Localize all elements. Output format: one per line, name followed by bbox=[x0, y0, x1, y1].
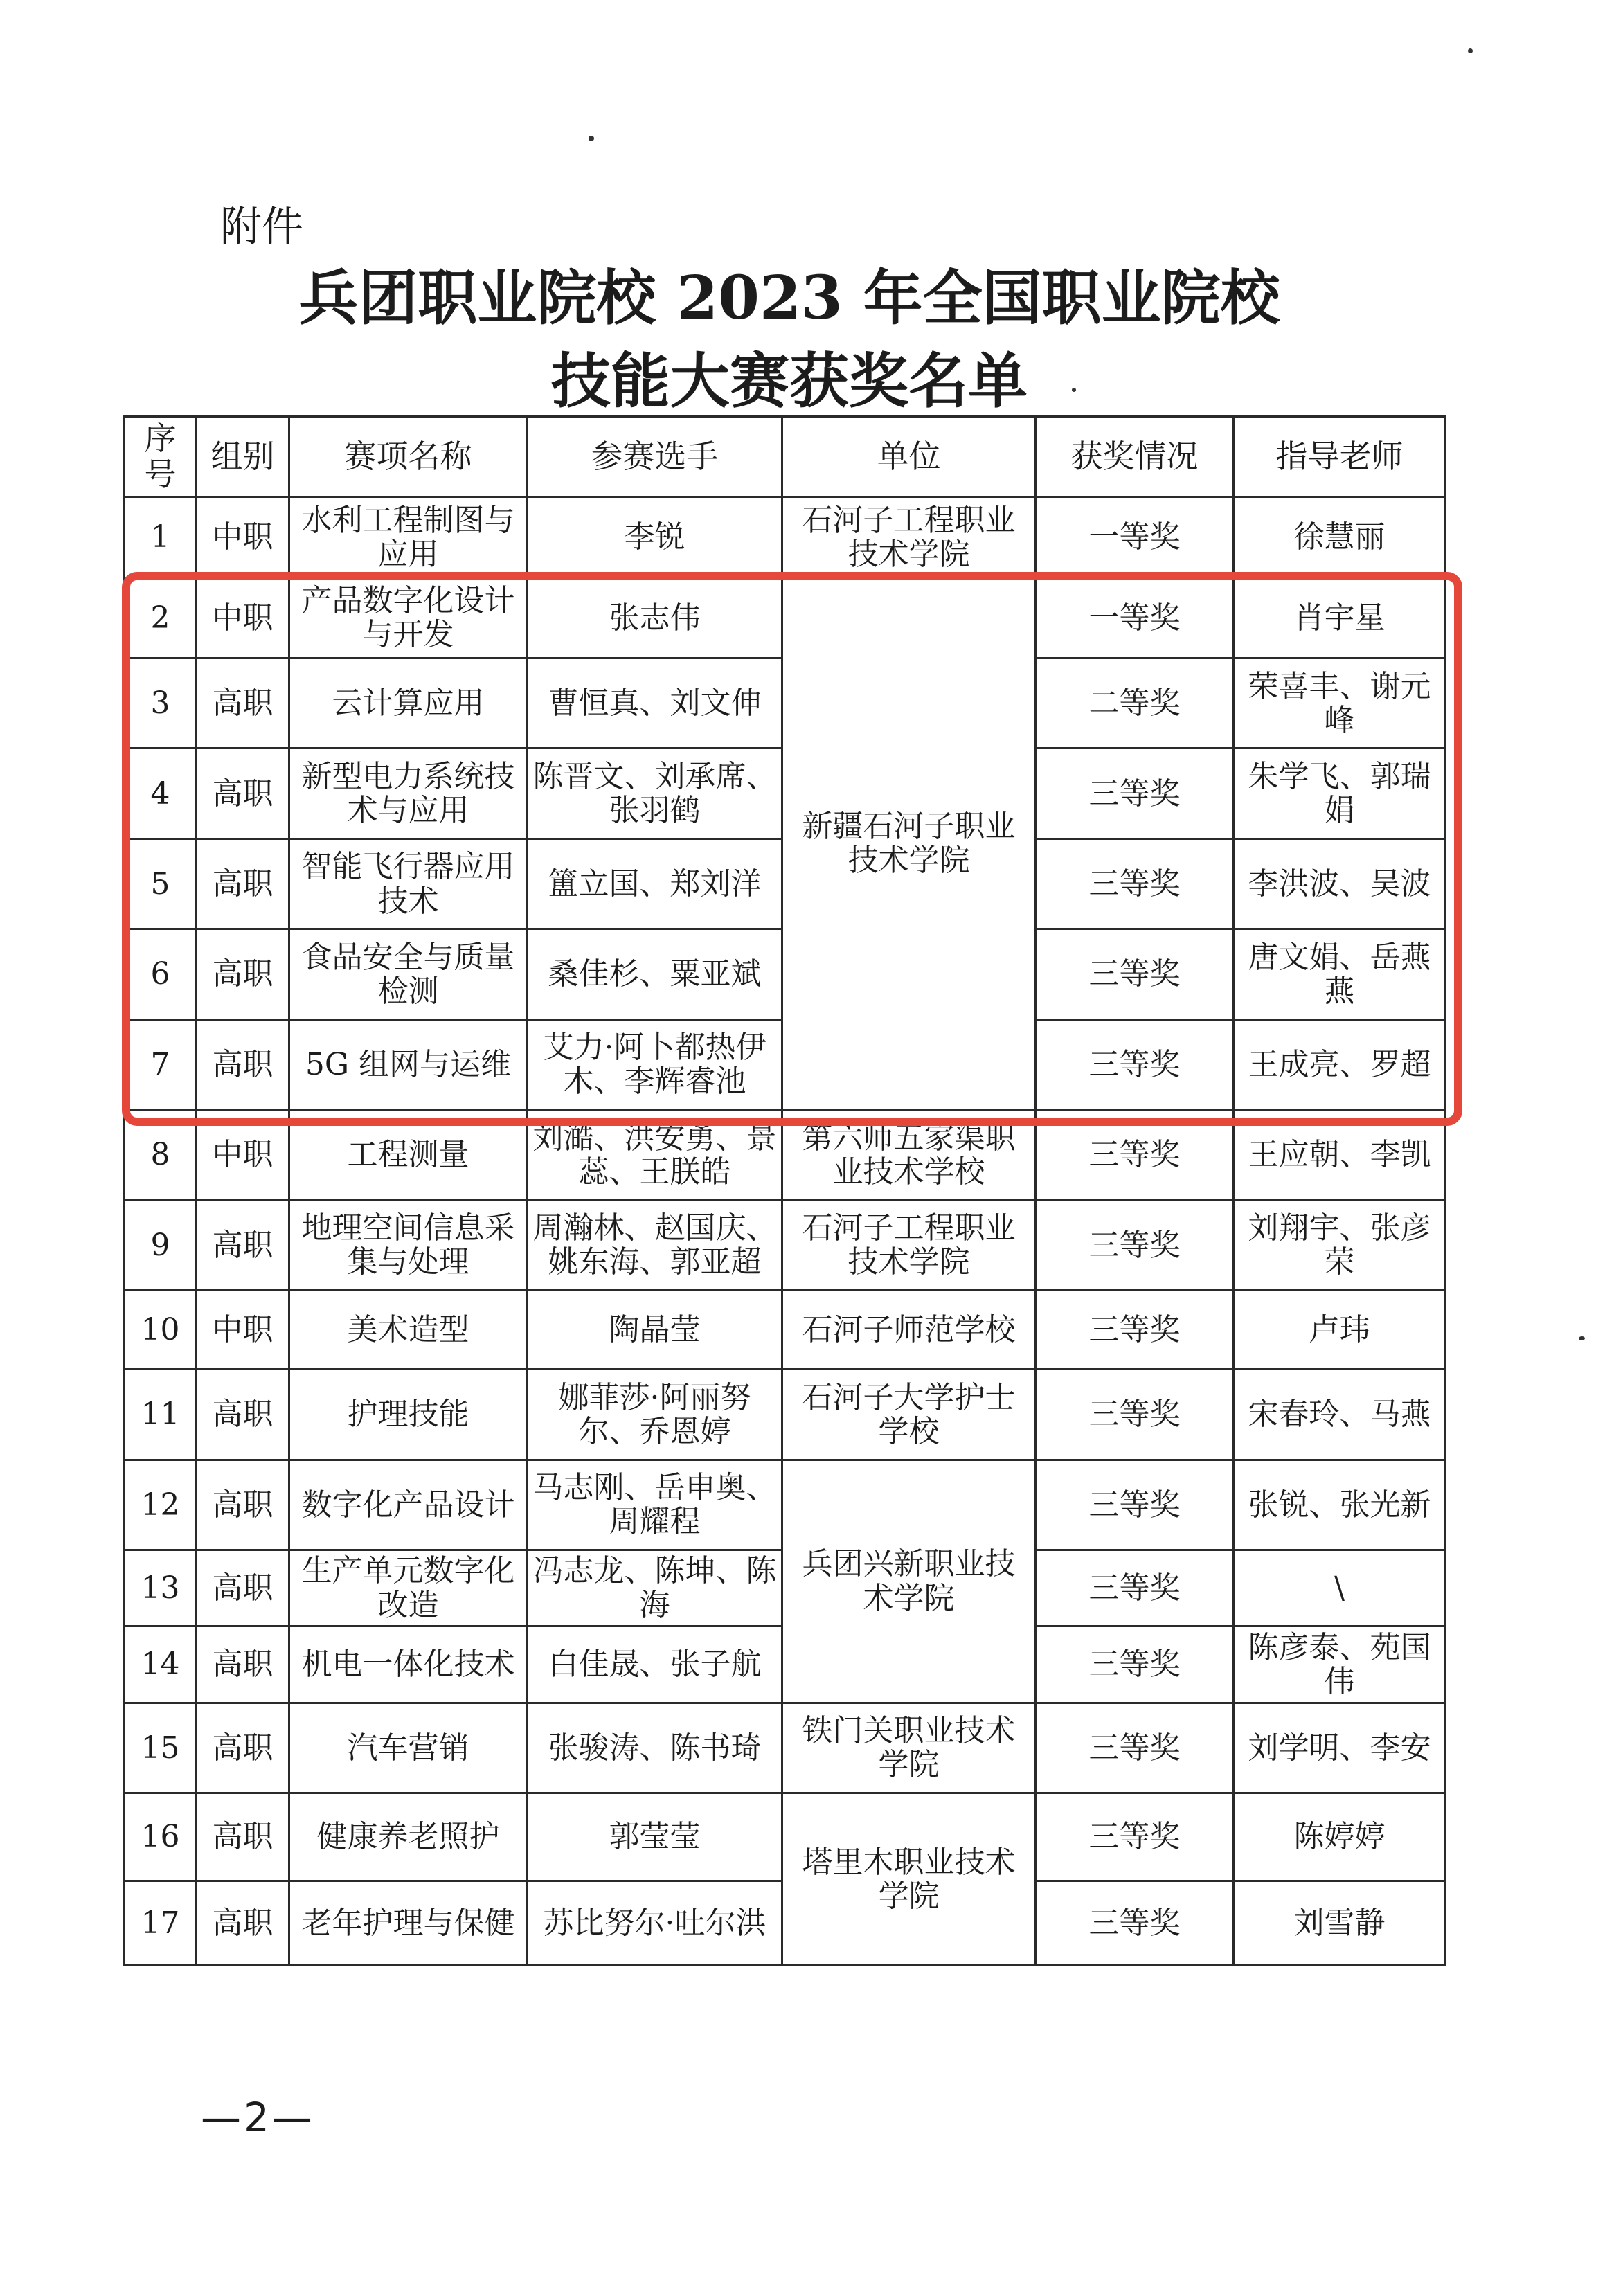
cell-event: 老年护理与保健 bbox=[289, 1881, 528, 1965]
cell-unit: 第六师五家渠职业技术学校 bbox=[782, 1110, 1036, 1200]
cell-no: 11 bbox=[125, 1370, 197, 1460]
scan-speck bbox=[1579, 1336, 1585, 1340]
cell-players: 郭莹莹 bbox=[528, 1793, 782, 1881]
cell-teacher: 刘学明、李安 bbox=[1234, 1703, 1446, 1793]
cell-teacher: 卢玮 bbox=[1234, 1290, 1446, 1369]
cell-players: 冯志龙、陈坤、陈海 bbox=[528, 1550, 782, 1626]
cell-event: 美术造型 bbox=[289, 1290, 528, 1369]
cell-group: 高职 bbox=[197, 1703, 289, 1793]
cell-no: 15 bbox=[125, 1703, 197, 1793]
cell-event: 5G 组网与运维 bbox=[289, 1019, 528, 1109]
cell-teacher: 陈彦泰、苑国伟 bbox=[1234, 1626, 1446, 1703]
cell-group: 高职 bbox=[197, 1550, 289, 1626]
cell-players: 周瀚林、赵国庆、姚东海、郭亚超 bbox=[528, 1200, 782, 1290]
cell-unit-merged: 新疆石河子职业技术学院 bbox=[782, 577, 1036, 1109]
cell-teacher: 陈婷婷 bbox=[1234, 1793, 1446, 1881]
cell-group: 高职 bbox=[197, 1460, 289, 1550]
cell-award: 三等奖 bbox=[1036, 838, 1234, 929]
cell-award: 三等奖 bbox=[1036, 1110, 1234, 1200]
cell-award: 三等奖 bbox=[1036, 1290, 1234, 1369]
cell-teacher: 王应朝、李凯 bbox=[1234, 1110, 1446, 1200]
cell-award: 三等奖 bbox=[1036, 1703, 1234, 1793]
cell-event: 新型电力系统技术与应用 bbox=[289, 748, 528, 838]
cell-award: 二等奖 bbox=[1036, 658, 1234, 748]
table-header-row bbox=[125, 417, 1446, 497]
cell-unit: 石河子工程职业技术学院 bbox=[782, 1200, 1036, 1290]
cell-group: 高职 bbox=[197, 838, 289, 929]
cell-teacher: \ bbox=[1234, 1550, 1446, 1626]
cell-event: 智能飞行器应用技术 bbox=[289, 838, 528, 929]
cell-event: 工程测量 bbox=[289, 1110, 528, 1200]
red-highlight-box bbox=[122, 572, 1462, 1126]
cell-award: 三等奖 bbox=[1036, 1460, 1234, 1550]
cell-no: 16 bbox=[125, 1793, 197, 1881]
cell-players: 张志伟 bbox=[528, 577, 782, 658]
cell-no: 9 bbox=[125, 1200, 197, 1290]
cell-group: 中职 bbox=[197, 577, 289, 658]
cell-unit: 石河子大学护士学校 bbox=[782, 1370, 1036, 1460]
cell-players: 张骏涛、陈书琦 bbox=[528, 1703, 782, 1793]
cell-teacher: 刘雪静 bbox=[1234, 1881, 1446, 1965]
cell-award: 一等奖 bbox=[1036, 497, 1234, 577]
cell-no: 13 bbox=[125, 1550, 197, 1626]
cell-unit: 铁门关职业技术学院 bbox=[782, 1703, 1036, 1793]
cell-group: 高职 bbox=[197, 658, 289, 748]
cell-teacher: 徐慧丽 bbox=[1234, 497, 1446, 577]
cell-no: 17 bbox=[125, 1881, 197, 1965]
attachment-label: 附件 bbox=[220, 203, 303, 251]
cell-group: 高职 bbox=[197, 1370, 289, 1460]
cell-award: 三等奖 bbox=[1036, 1793, 1234, 1881]
cell-players: 苏比努尔·吐尔洪 bbox=[528, 1881, 782, 1965]
table-row bbox=[125, 1793, 1446, 1881]
cell-award: 三等奖 bbox=[1036, 1200, 1234, 1290]
cell-award: 三等奖 bbox=[1036, 1881, 1234, 1965]
scan-speck bbox=[1468, 48, 1473, 53]
header-no: 序号 bbox=[125, 417, 197, 497]
cell-unit: 石河子师范学校 bbox=[782, 1290, 1036, 1369]
cell-players: 簠立国、郑刘洋 bbox=[528, 838, 782, 929]
cell-players: 李锐 bbox=[528, 497, 782, 577]
cell-no: 1 bbox=[125, 497, 197, 577]
cell-event: 地理空间信息采集与处理 bbox=[289, 1200, 528, 1290]
cell-players: 刘澔、洪安勇、景蕊、王朕皓 bbox=[528, 1110, 782, 1200]
cell-event: 水利工程制图与应用 bbox=[289, 497, 528, 577]
cell-group: 高职 bbox=[197, 929, 289, 1019]
cell-no: 14 bbox=[125, 1626, 197, 1703]
cell-players: 白佳晟、张子航 bbox=[528, 1626, 782, 1703]
table-row bbox=[125, 1290, 1446, 1369]
cell-no: 12 bbox=[125, 1460, 197, 1550]
cell-teacher: 唐文娟、岳燕燕 bbox=[1234, 929, 1446, 1019]
cell-no: 2 bbox=[125, 577, 197, 658]
table-row bbox=[125, 1370, 1446, 1460]
cell-group: 中职 bbox=[197, 497, 289, 577]
header-group: 组别 bbox=[197, 417, 289, 497]
cell-no: 6 bbox=[125, 929, 197, 1019]
table-row bbox=[125, 1460, 1446, 1550]
cell-players: 娜菲莎·阿丽努尔、乔恩婷 bbox=[528, 1370, 782, 1460]
header-event: 赛项名称 bbox=[289, 417, 528, 497]
scan-speck bbox=[1072, 388, 1076, 392]
cell-teacher: 宋春玲、马燕 bbox=[1234, 1370, 1446, 1460]
header-unit: 单位 bbox=[782, 417, 1036, 497]
cell-players: 曹恒真、刘文伸 bbox=[528, 658, 782, 748]
cell-award: 三等奖 bbox=[1036, 1370, 1234, 1460]
cell-unit-merged: 塔里木职业技术学院 bbox=[782, 1793, 1036, 1966]
table-row bbox=[125, 1703, 1446, 1793]
cell-award: 三等奖 bbox=[1036, 748, 1234, 838]
cell-event: 食品安全与质量检测 bbox=[289, 929, 528, 1019]
cell-award: 三等奖 bbox=[1036, 1626, 1234, 1703]
cell-teacher: 朱学飞、郭瑞娟 bbox=[1234, 748, 1446, 838]
table-row bbox=[125, 497, 1446, 577]
cell-group: 高职 bbox=[197, 748, 289, 838]
cell-teacher: 张锐、张光新 bbox=[1234, 1460, 1446, 1550]
cell-group: 中职 bbox=[197, 1290, 289, 1369]
cell-no: 5 bbox=[125, 838, 197, 929]
cell-players: 马志刚、岳申奥、周耀程 bbox=[528, 1460, 782, 1550]
cell-teacher: 李洪波、吴波 bbox=[1234, 838, 1446, 929]
cell-unit: 石河子工程职业技术学院 bbox=[782, 497, 1036, 577]
table-row bbox=[125, 1200, 1446, 1290]
cell-players: 桑佳杉、粟亚斌 bbox=[528, 929, 782, 1019]
cell-no: 7 bbox=[125, 1019, 197, 1109]
cell-teacher: 荣喜丰、谢元峰 bbox=[1234, 658, 1446, 748]
cell-no: 10 bbox=[125, 1290, 197, 1369]
cell-event: 护理技能 bbox=[289, 1370, 528, 1460]
page-number: —2— bbox=[201, 2094, 315, 2141]
cell-players: 陶晶莹 bbox=[528, 1290, 782, 1369]
cell-event: 健康养老照护 bbox=[289, 1793, 528, 1881]
cell-group: 中职 bbox=[197, 1110, 289, 1200]
cell-event: 产品数字化设计与开发 bbox=[289, 577, 528, 658]
header-players: 参赛选手 bbox=[528, 417, 782, 497]
cell-no: 4 bbox=[125, 748, 197, 838]
cell-group: 高职 bbox=[197, 1793, 289, 1881]
cell-teacher: 王成亮、罗超 bbox=[1234, 1019, 1446, 1109]
cell-event: 生产单元数字化改造 bbox=[289, 1550, 528, 1626]
cell-event: 机电一体化技术 bbox=[289, 1626, 528, 1703]
cell-no: 3 bbox=[125, 658, 197, 748]
cell-group: 高职 bbox=[197, 1626, 289, 1703]
cell-unit-merged: 兵团兴新职业技术学院 bbox=[782, 1460, 1036, 1703]
cell-group: 高职 bbox=[197, 1200, 289, 1290]
cell-teacher: 肖宇星 bbox=[1234, 577, 1446, 658]
cell-award: 三等奖 bbox=[1036, 929, 1234, 1019]
cell-group: 高职 bbox=[197, 1881, 289, 1965]
document-title-line1: 兵团职业院校 2023 年全国职业院校 bbox=[298, 263, 1280, 333]
cell-event: 汽车营销 bbox=[289, 1703, 528, 1793]
cell-teacher: 刘翔宇、张彦荣 bbox=[1234, 1200, 1446, 1290]
header-award: 获奖情况 bbox=[1036, 417, 1234, 497]
header-teacher: 指导老师 bbox=[1234, 417, 1446, 497]
cell-award: 一等奖 bbox=[1036, 577, 1234, 658]
cell-group: 高职 bbox=[197, 1019, 289, 1109]
cell-players: 艾力·阿卜都热伊木、李辉睿池 bbox=[528, 1019, 782, 1109]
cell-award: 三等奖 bbox=[1036, 1019, 1234, 1109]
cell-event: 数字化产品设计 bbox=[289, 1460, 528, 1550]
scan-speck bbox=[589, 136, 594, 141]
cell-event: 云计算应用 bbox=[289, 658, 528, 748]
cell-players: 陈晋文、刘承席、张羽鹤 bbox=[528, 748, 782, 838]
cell-no: 8 bbox=[125, 1110, 197, 1200]
document-title-line2: 技能大赛获奖名单 bbox=[551, 346, 1028, 416]
cell-award: 三等奖 bbox=[1036, 1550, 1234, 1626]
